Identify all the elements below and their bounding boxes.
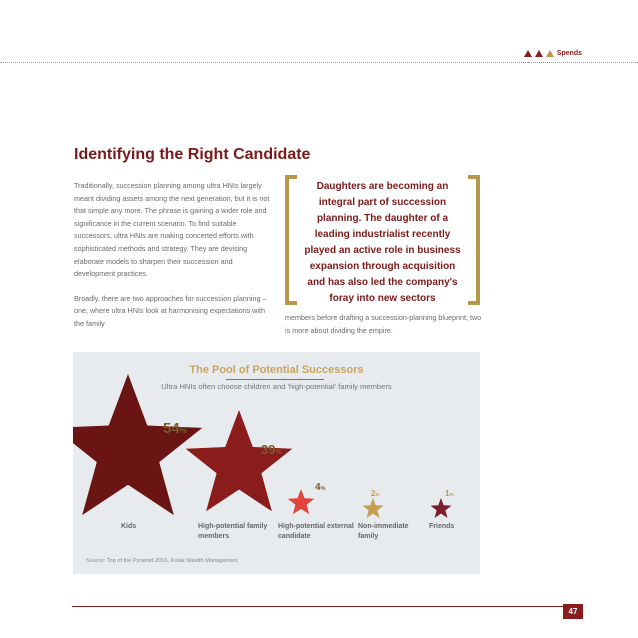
chart-source: Source: Top of the Pyramid 2016, Kotak Wealth Management	[86, 558, 238, 564]
quote-text: Daughters are becoming an integral part of succession planning. The daughter of a leading industrialist recently played an active role in business expansion through acquisition and has also led the company's foray into new sectors	[304, 181, 461, 304]
value-number: 2	[371, 489, 376, 498]
value-unit: %	[275, 448, 282, 456]
paragraph: Traditionally, succession planning among ultra HNIs largely meant dividing assets among the next generation, but it is not that simple any more. The phrase is gaining a wider role and significance in the current scenario. To find suitable successors, ultra HNIs are making concerted efforts with sophisticated methods and strategy. They are devising elaborate models to sharpen their succession and development practices.	[74, 181, 270, 279]
page-number: 47	[563, 604, 583, 619]
footer-rule	[72, 606, 582, 607]
triangle-icon	[546, 50, 554, 57]
left-column	[74, 180, 270, 343]
right-bracket	[468, 175, 480, 305]
value-unit: %	[449, 492, 454, 497]
triangle-icon	[524, 50, 532, 57]
star-mark	[186, 410, 293, 511]
value-label	[371, 489, 379, 498]
value-label	[163, 420, 187, 437]
value-unit: %	[320, 486, 326, 492]
triangle-icon	[535, 50, 543, 57]
category-label: Kids	[121, 523, 137, 530]
value-number: 4	[315, 482, 321, 493]
left-bracket	[285, 175, 297, 305]
value-number: 39	[261, 442, 276, 457]
value-number: 54	[163, 420, 180, 437]
right-column	[285, 312, 485, 349]
category-label: High-potential external candidate	[278, 523, 354, 540]
star-mark	[288, 489, 315, 514]
section-tag	[524, 50, 582, 57]
page-title: Identifying the Right Candidate	[74, 146, 311, 163]
star-mark	[363, 498, 384, 518]
header-dotted-rule-right	[528, 62, 638, 63]
paragraph: Broadly, there are two approaches for succession planning – one, where ultra HNIs look at harmonising expectations with the family	[74, 293, 267, 328]
category-label: High-potential family members	[198, 523, 268, 540]
category-label: Non-immediate family	[358, 523, 409, 540]
pull-quote	[285, 175, 480, 305]
value-label	[445, 489, 453, 498]
value-unit: %	[375, 492, 380, 497]
paragraph: members before drafting a succession-planning blueprint; two is more about dividing the empire.	[285, 313, 482, 335]
value-number: 1	[445, 489, 450, 498]
star-mark	[73, 374, 202, 515]
value-label	[315, 482, 325, 493]
value-label	[261, 442, 282, 457]
value-unit: %	[179, 426, 188, 435]
chart-subtitle: Ultra HNIs often choose children and 'high-potential' family members	[161, 382, 392, 391]
category-label: Friends	[429, 523, 455, 530]
star-mark	[431, 498, 452, 518]
section-label: Spends	[556, 50, 582, 57]
header-dotted-rule	[0, 62, 528, 63]
chart-title: The Pool of Potential Successors	[189, 364, 364, 376]
chart-panel	[73, 352, 480, 574]
